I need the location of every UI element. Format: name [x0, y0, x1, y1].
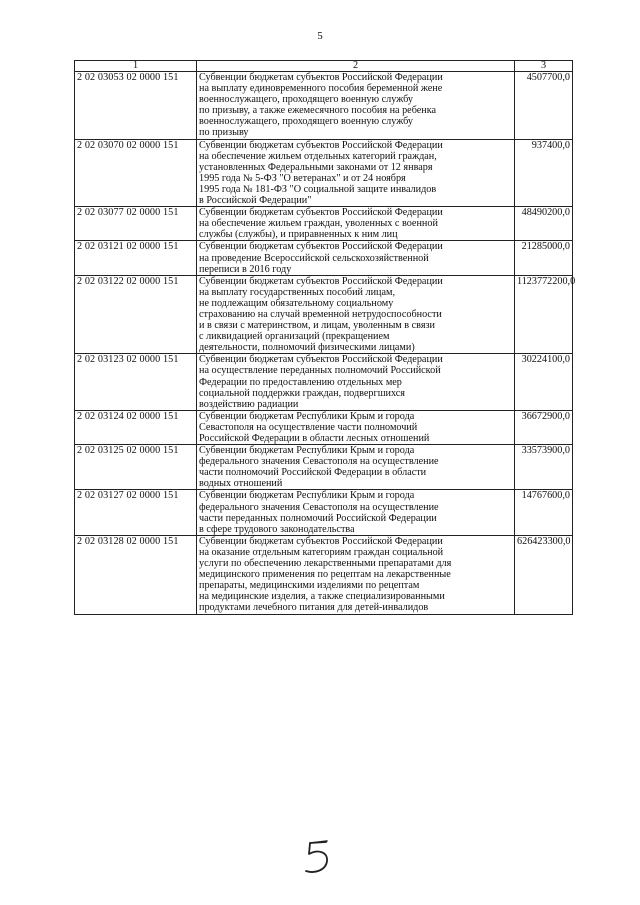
- row-amount: 21285000,0: [515, 241, 573, 275]
- row-code: 2 02 03128 02 0000 151: [75, 535, 197, 614]
- row-code: 2 02 03123 02 0000 151: [75, 354, 197, 410]
- row-description: Субвенции бюджетам субъектов Российской Федерации на выплату государственных пособий лицам, не подлежащим обязательному социальному страхованию на случай временной нетрудоспособности и в связи с материнством, и лицам, уволенным в связи с ликвидацией организаций (прекращением деятельности, полномочий физическими лицами): [197, 275, 515, 354]
- row-description: Субвенции бюджетам субъектов Российской Федерации на обеспечение жильем граждан, уволенных с военной службы (службы), и приравненных к ним лиц: [197, 207, 515, 241]
- column-header-code: 1: [75, 61, 197, 72]
- column-header-amount: 3: [515, 61, 573, 72]
- row-code: 2 02 03077 02 0000 151: [75, 207, 197, 241]
- budget-table: [74, 60, 576, 615]
- row-amount: 36672900,0: [515, 410, 573, 444]
- row-amount: 626423300,0: [515, 535, 573, 614]
- row-amount: 30224100,0: [515, 354, 573, 410]
- row-description: Субвенции бюджетам субъектов Российской Федерации на выплату единовременного пособия беременной жене военнослужащего, проходящего военную службу по призыву, а также ежемесячного пособия на ребенка военнослужащего, проходящего военную службу по призыву: [197, 72, 515, 140]
- table-row: [75, 72, 573, 140]
- table-row: [75, 139, 573, 207]
- row-code: 2 02 03127 02 0000 151: [75, 490, 197, 535]
- handwritten-page-mark: [300, 838, 336, 883]
- row-description: Субвенции бюджетам Республики Крым и города Севастополя на осуществление части полномочий Российской Федерации в области лесных отношений: [197, 410, 515, 444]
- table-row: [75, 354, 573, 410]
- row-code: 2 02 03122 02 0000 151: [75, 275, 197, 354]
- row-description: Субвенции бюджетам субъектов Российской Федерации на осуществление переданных полномочий Российской Федерации по предоставлению отдельных мер социальной поддержки граждан, подвергшихся воздействию радиации: [197, 354, 515, 410]
- row-amount: 48490200,0: [515, 207, 573, 241]
- row-description: Субвенции бюджетам субъектов Российской Федерации на проведение Всероссийской сельскохозяйственной переписи в 2016 году: [197, 241, 515, 275]
- row-amount: 1123772200,0: [515, 275, 573, 354]
- row-code: 2 02 03070 02 0000 151: [75, 139, 197, 207]
- row-code: 2 02 03121 02 0000 151: [75, 241, 197, 275]
- table-row: [75, 207, 573, 241]
- row-amount: 4507700,0: [515, 72, 573, 140]
- table-row: [75, 410, 573, 444]
- column-header-description: 2: [197, 61, 515, 72]
- row-code: 2 02 03053 02 0000 151: [75, 72, 197, 140]
- table-row: [75, 445, 573, 490]
- table-row: [75, 275, 573, 354]
- table-row: [75, 241, 573, 275]
- row-code: 2 02 03124 02 0000 151: [75, 410, 197, 444]
- row-code: 2 02 03125 02 0000 151: [75, 445, 197, 490]
- table-row: [75, 490, 573, 535]
- row-description: Субвенции бюджетам Республики Крым и города федерального значения Севастополя на осуществление части переданных полномочий Российской Федерации в сфере трудового законодательства: [197, 490, 515, 535]
- row-description: Субвенции бюджетам субъектов Российской Федерации на обеспечение жильем отдельных категорий граждан, установленных Федеральными законами от 12 января 1995 года № 5-ФЗ "О ветеранах" и от 24 ноября 1995 года № 181-ФЗ "О социальной защите инвалидов в Российской Федерации": [197, 139, 515, 207]
- row-description: Субвенции бюджетам субъектов Российской Федерации на оказание отдельным категориям граждан социальной услуги по обеспечению лекарственными препаратами для медицинского применения по рецептам на лекарственные препараты, медицинскими изделиями по рецептам на медицинские изделия, а также специализированными продуктами лечебного питания для детей-инвалидов: [197, 535, 515, 614]
- row-amount: 14767600,0: [515, 490, 573, 535]
- table-row: [75, 535, 573, 614]
- table-header-row: [75, 61, 573, 72]
- row-amount: 33573900,0: [515, 445, 573, 490]
- row-description: Субвенции бюджетам Республики Крым и города федерального значения Севастополя на осуществление части полномочий Российской Федерации в области водных отношений: [197, 445, 515, 490]
- page-number: 5: [317, 30, 323, 42]
- row-amount: 937400,0: [515, 139, 573, 207]
